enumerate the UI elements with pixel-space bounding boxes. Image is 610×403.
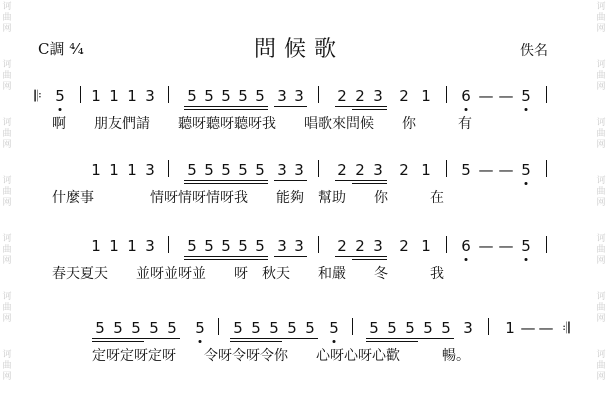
beam-underline	[184, 106, 268, 107]
note: 1	[109, 161, 119, 179]
note: 3	[277, 87, 287, 105]
note: 5	[204, 87, 214, 105]
note: —	[498, 237, 514, 255]
watermark-char: 曲	[2, 361, 12, 371]
barline	[318, 160, 319, 177]
watermark-char: 曲	[2, 187, 12, 197]
note: 𝄇	[562, 319, 570, 337]
note: 1	[127, 237, 137, 255]
note: 5	[187, 237, 197, 255]
watermark-char: 网	[2, 140, 12, 150]
note: 5	[204, 161, 214, 179]
beam-underline	[366, 338, 454, 339]
barline	[218, 318, 219, 335]
note: 5	[255, 87, 265, 105]
note: 3	[373, 161, 383, 179]
note: —	[478, 237, 494, 255]
note: —	[478, 87, 494, 105]
low-octave-dot	[465, 108, 468, 111]
watermark-char: 诃	[2, 2, 12, 12]
barline	[168, 236, 169, 253]
beam-underline	[274, 256, 307, 257]
watermark-char: 曲	[596, 129, 606, 139]
note: 1	[421, 237, 431, 255]
watermark-char: 曲	[2, 303, 12, 313]
note: 5	[238, 161, 248, 179]
note: 1	[91, 161, 101, 179]
watermark-char: 网	[2, 256, 12, 266]
watermark-char: 诃	[2, 292, 12, 302]
note: 5	[204, 237, 214, 255]
watermark-char: 网	[596, 372, 606, 382]
note: —	[498, 87, 514, 105]
note: 5	[329, 319, 339, 337]
note: 5	[113, 319, 123, 337]
low-octave-dot	[465, 258, 468, 261]
barline	[488, 318, 489, 335]
beam-underline	[274, 106, 307, 107]
low-octave-dot	[333, 340, 336, 343]
beam-underline	[184, 183, 268, 184]
note: 5	[233, 319, 243, 337]
barline	[446, 86, 447, 103]
watermark-char: 诃	[596, 2, 606, 12]
beam-underline	[184, 256, 268, 257]
note: 5	[269, 319, 279, 337]
watermark-char: 诃	[596, 118, 606, 128]
note: 3	[463, 319, 473, 337]
watermark-char: 诃	[596, 350, 606, 360]
watermark-char: 网	[2, 82, 12, 92]
watermark-char: 诃	[2, 60, 12, 70]
note: 5	[423, 319, 433, 337]
watermark-char: 网	[596, 256, 606, 266]
watermark-char: 曲	[596, 13, 606, 23]
low-octave-dot	[59, 108, 62, 111]
note: 𝄆	[34, 87, 42, 105]
beam-underline	[352, 183, 387, 184]
beam-underline	[230, 341, 282, 342]
note: 5	[521, 237, 531, 255]
note: 5	[521, 161, 531, 179]
beam-underline	[184, 259, 268, 260]
beam-underline	[184, 180, 268, 181]
beam-underline	[366, 341, 418, 342]
note: 5	[149, 319, 159, 337]
note: 3	[294, 161, 304, 179]
beam-underline	[352, 109, 387, 110]
beam-underline	[184, 109, 268, 110]
note: 5	[221, 87, 231, 105]
barline	[318, 236, 319, 253]
note: 5	[441, 319, 451, 337]
watermark-char: 诃	[2, 118, 12, 128]
note: 5	[287, 319, 297, 337]
note: 6	[461, 87, 471, 105]
note: 3	[145, 237, 155, 255]
note: —	[478, 161, 494, 179]
watermark-char: 网	[596, 314, 606, 324]
note: 5	[238, 237, 248, 255]
watermark-char: 网	[2, 198, 12, 208]
note: 5	[305, 319, 315, 337]
watermark-char: 曲	[2, 13, 12, 23]
note: 2	[399, 161, 409, 179]
note: 5	[405, 319, 415, 337]
barline	[318, 86, 319, 103]
note: 3	[294, 87, 304, 105]
note: 5	[95, 319, 105, 337]
watermark-char: 曲	[596, 187, 606, 197]
song-title: 問候歌	[254, 37, 345, 62]
beam-underline	[335, 106, 387, 107]
note: 5	[387, 319, 397, 337]
note: 5	[461, 161, 471, 179]
watermark-char: 网	[596, 24, 606, 34]
watermark-char: 诃	[2, 176, 12, 186]
note: 2	[399, 87, 409, 105]
note: 5	[255, 161, 265, 179]
note: 2	[355, 87, 365, 105]
watermark-char: 网	[596, 140, 606, 150]
note: 5	[187, 161, 197, 179]
note: 6	[461, 237, 471, 255]
watermark-char: 诃	[596, 60, 606, 70]
watermark-char: 网	[2, 372, 12, 382]
note: 5	[521, 87, 531, 105]
note: 1	[127, 87, 137, 105]
watermark-char: 诃	[596, 292, 606, 302]
watermark-char: 曲	[596, 361, 606, 371]
barline	[168, 160, 169, 177]
note: 3	[373, 237, 383, 255]
watermark-char: 曲	[2, 245, 12, 255]
note: —	[538, 319, 554, 337]
barline	[546, 236, 547, 253]
note: 3	[277, 161, 287, 179]
low-octave-dot	[525, 258, 528, 261]
watermark-char: 网	[596, 82, 606, 92]
beam-underline	[92, 341, 144, 342]
barline	[546, 86, 547, 103]
low-octave-dot	[199, 340, 202, 343]
note: 5	[255, 237, 265, 255]
note: 2	[399, 237, 409, 255]
note: 3	[145, 161, 155, 179]
note: 5	[131, 319, 141, 337]
lyrics-line: 定呀定呀定呀 令呀令呀令你 心呀心呀心歡 暢。	[92, 348, 470, 364]
note: 1	[421, 87, 431, 105]
watermark-char: 诃	[596, 176, 606, 186]
note: 3	[277, 237, 287, 255]
note: 5	[369, 319, 379, 337]
low-octave-dot	[525, 108, 528, 111]
barline	[446, 236, 447, 253]
beam-underline	[335, 256, 387, 257]
watermark-char: 网	[2, 314, 12, 324]
note: 5	[251, 319, 261, 337]
watermark-char: 曲	[596, 245, 606, 255]
key-signature: C調 ⁴⁄₄	[38, 40, 84, 58]
watermark-char: 诃	[2, 234, 12, 244]
watermark-char: 网	[596, 198, 606, 208]
note: 5	[55, 87, 65, 105]
note: 2	[337, 237, 347, 255]
barline	[352, 318, 353, 335]
note: 1	[505, 319, 515, 337]
note: 5	[221, 161, 231, 179]
note: 5	[167, 319, 177, 337]
note: 2	[355, 237, 365, 255]
note: 2	[337, 161, 347, 179]
barline	[80, 86, 81, 103]
note: 1	[91, 237, 101, 255]
note: 1	[91, 87, 101, 105]
watermark-char: 曲	[596, 303, 606, 313]
note: 5	[238, 87, 248, 105]
watermark-char: 曲	[596, 71, 606, 81]
beam-underline	[274, 180, 307, 181]
beam-underline	[335, 180, 387, 181]
note: 1	[421, 161, 431, 179]
beam-underline	[92, 338, 180, 339]
note: 5	[187, 87, 197, 105]
watermark-char: 诃	[596, 234, 606, 244]
note: 3	[373, 87, 383, 105]
beam-underline	[230, 338, 318, 339]
beam-underline	[352, 259, 387, 260]
note: —	[520, 319, 536, 337]
note: 1	[127, 161, 137, 179]
author-credit: 佚名	[520, 43, 548, 59]
watermark-char: 网	[2, 24, 12, 34]
note: 3	[145, 87, 155, 105]
lyrics-line: 啊 朋友們請 聽呀聽呀聽呀我 唱歌來問候 你 有	[52, 116, 472, 132]
note: 3	[294, 237, 304, 255]
barline	[168, 86, 169, 103]
barline	[446, 160, 447, 177]
note: —	[498, 161, 514, 179]
note: 5	[195, 319, 205, 337]
watermark-char: 曲	[2, 71, 12, 81]
note: 2	[337, 87, 347, 105]
watermark-char: 诃	[2, 350, 12, 360]
note: 1	[109, 237, 119, 255]
lyrics-line: 春天夏天 並呀並呀並 呀 秋天 和嚴 冬 我	[52, 266, 444, 282]
barline	[546, 160, 547, 177]
note: 5	[221, 237, 231, 255]
lyrics-line: 什麼事 情呀情呀情呀我 能夠 幫助 你 在	[52, 190, 444, 206]
low-octave-dot	[525, 182, 528, 185]
note: 1	[109, 87, 119, 105]
watermark-char: 曲	[2, 129, 12, 139]
note: 2	[355, 161, 365, 179]
